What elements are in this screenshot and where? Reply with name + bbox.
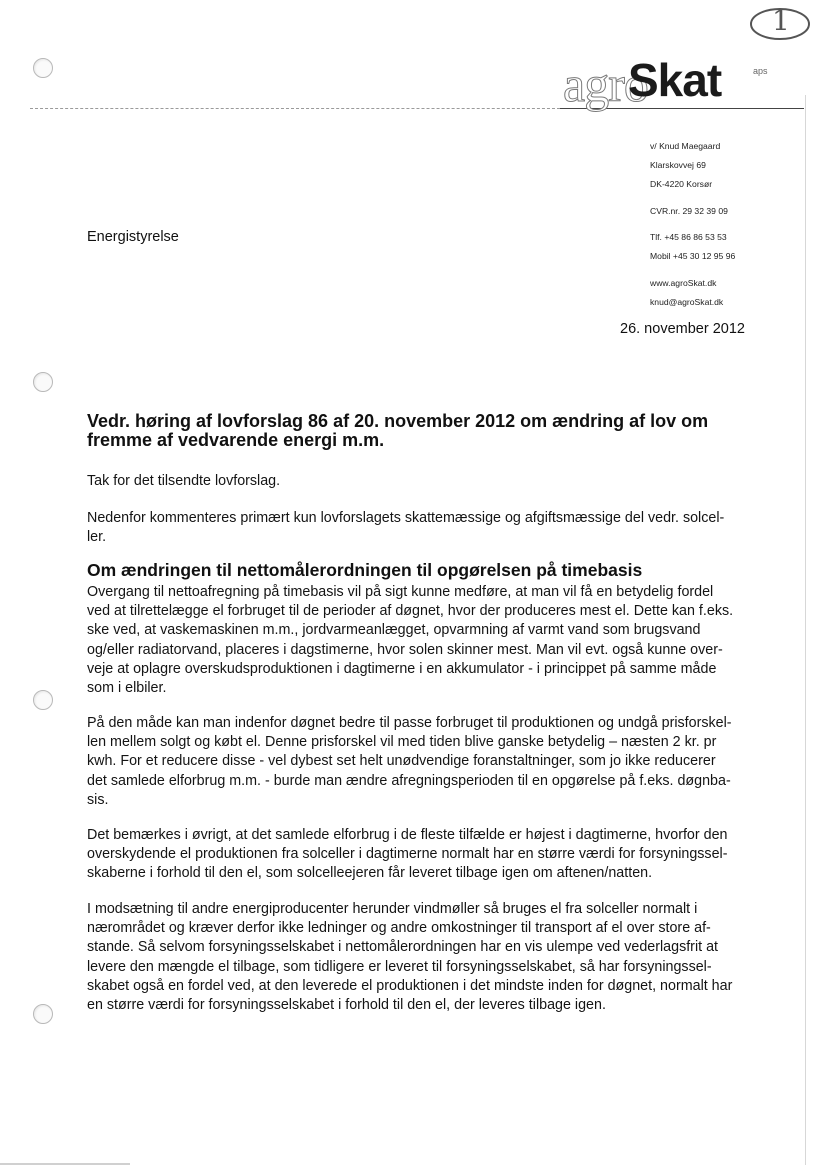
scope-paragraph <box>87 509 767 547</box>
sender-mobile: Mobil +45 30 12 95 96 <box>650 251 736 261</box>
logo-text-bold: Skat <box>628 54 722 106</box>
sender-street: Klarskovvej 69 <box>650 160 706 170</box>
body-paragraph-4 <box>87 900 767 1015</box>
section-heading: Om ændringen til nettomålerordningen til opgørelsen på timebasis <box>87 560 643 580</box>
punch-hole-4 <box>33 1004 53 1024</box>
paragraph-line: og/eller radiatorvand, placeres i dagstimerne, hvor solen skinner mest. Man vil evt. også kunne over- <box>87 641 723 658</box>
logo-text-light: agro <box>563 56 648 112</box>
paragraph-line: ved at tilrettelægge el forbruget til de perioder af døgnet, hvor der produceres mest el. Dette kan f.eks. <box>87 603 734 620</box>
letter-subject <box>87 412 747 450</box>
paragraph-line: overskydende el produktionen fra solceller i dagtimerne normalt har en større værdi for forsyningssel- <box>87 846 728 863</box>
paragraph-line: len mellem solgt og købt el. Denne prisforskel vil med tiden blive ganske betydelig – næsten 2 kr. pr <box>87 734 717 751</box>
body-paragraph-2 <box>87 714 767 810</box>
paragraph-line: I modsætning til andre energiproducenter herunder vindmøller så bruges el fra solceller normalt i <box>87 901 698 917</box>
paragraph-line: Det bemærkes i øvrigt, at det samlede elforbrug i de fleste tilfælde er højest i dagtimerne, hvorfor den <box>87 827 728 843</box>
sender-phone: Tlf. +45 86 86 53 53 <box>650 232 727 242</box>
paragraph-line: skabet også en fordel ved, at den leverede el produktionen i det mindste inden for døgnet, normalt har <box>87 977 733 994</box>
logo-suffix: aps <box>753 66 768 76</box>
paragraph-line: veje at oplagre overskudsproduktionen i dagtimerne i en akkumulator - i princippet på samme måde <box>87 660 717 677</box>
paragraph-line: Overgang til nettoafregning på timebasis vil på sigt kunne medføre, at man vil få en betydelig fordel <box>87 584 714 600</box>
page-number-marker <box>748 6 812 42</box>
subject-line-1: Vedr. høring af lovforslag 86 af 20. november 2012 om ændring af lov om <box>87 411 709 431</box>
page-number: 1 <box>772 4 790 37</box>
paragraph-line: stande. Så selvom forsyningsselskabet i nettomålerordningen har en vis ulempe ved vederlagsfrit at <box>87 939 718 956</box>
paragraph-line: en større værdi for forsyningsselskabet i forhold til den el, der leveres tilbage igen. <box>87 997 606 1014</box>
recipient-name: Energistyrelse <box>87 229 179 245</box>
subject-line-2: fremme af vedvarende energi m.m. <box>87 430 385 450</box>
punch-hole-1 <box>33 58 53 78</box>
paragraph-line: levere den mængde el tilbage, som tidligere er leveret til forsyningsselskabet, så har forsyningssel- <box>87 958 712 975</box>
paragraph-line: det samlede elforbrug m.m. - burde man ændre afregningsperioden til en opgørelse på f.eks. døgnba- <box>87 772 731 789</box>
punch-hole-2 <box>33 372 53 392</box>
paragraph-line: På den måde kan man indenfor døgnet bedre til passe forbruget til produktionen og undgå prisforskel- <box>87 715 732 731</box>
paragraph-line: sis. <box>87 791 109 808</box>
scope-line-2: ler. <box>87 529 107 546</box>
paragraph-line: kwh. For et reducere disse - vel dybest set helt unødvendige foranstaltninger, som jo ikke reducerer <box>87 753 716 770</box>
sender-email: knud@agroSkat.dk <box>650 297 724 307</box>
scope-line-1: Nedenfor kommenteres primært kun lovforslagets skattemæssige og afgiftsmæssige del vedr. solcel- <box>87 510 725 526</box>
header-rule <box>30 108 560 109</box>
paragraph-line: ske ved, at vaskemaskinen m.m., jordvarmeanlægget, opvarmning af varmt vand som brugsvand <box>87 622 701 639</box>
page-edge-line <box>805 95 806 1165</box>
body-paragraph-3 <box>87 826 767 884</box>
paragraph-line: nærområdet og kræver derfor ikke ledninger og andre omkostninger til transport af el over store af- <box>87 920 711 937</box>
sender-cvr: CVR.nr. 29 32 39 09 <box>650 206 728 216</box>
sender-contact: v/ Knud Maegaard <box>650 141 721 151</box>
punch-hole-3 <box>33 690 53 710</box>
paragraph-line: som i elbiler. <box>87 680 167 697</box>
sender-website: www.agroSkat.dk <box>650 278 717 288</box>
intro-text: Tak for det tilsendte lovforslag. <box>87 473 281 489</box>
body-paragraph-1 <box>87 583 767 698</box>
letter-date: 26. november 2012 <box>620 321 745 337</box>
paragraph-line: skaberne i forhold til den el, som solcelleejeren får leveret tilbage igen om aftenen/natten. <box>87 865 653 882</box>
scan-edge-mark <box>0 1163 130 1165</box>
sender-city: DK-4220 Korsør <box>650 179 713 189</box>
